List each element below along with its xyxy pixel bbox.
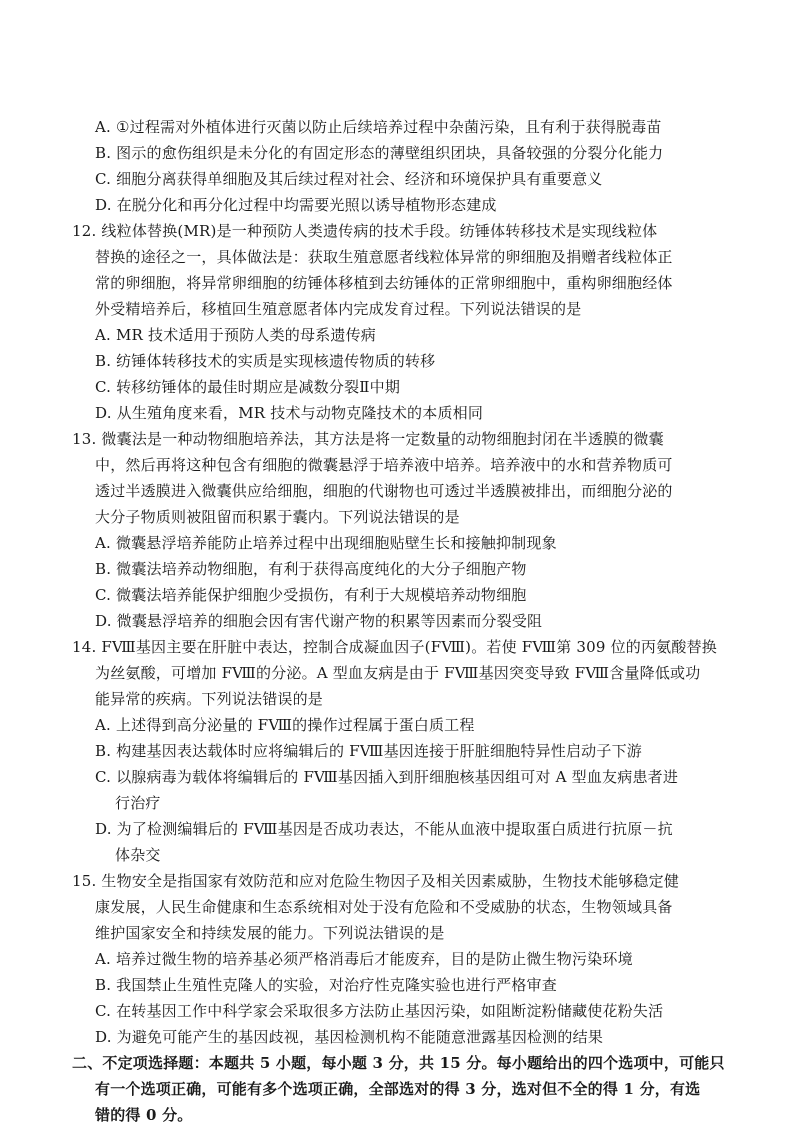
q11-option-b: B. 图示的愈伤组织是未分化的有固定形态的薄壁组织团块，具备较强的分裂分化能力 [95, 144, 664, 162]
q15-option-a: A. 培养过微生物的培养基必须严格消毒后才能废弃，目的是防止微生物污染环境 [95, 950, 633, 968]
q12-stem-line: 12. 线粒体替换(MR)是一种预防人类遗传病的技术手段。纺锤体转移技术是实现线粒体 [72, 222, 658, 240]
q14-option-d: D. 为了检测编辑后的 FⅧ基因是否成功表达，不能从血液中提取蛋白质进行抗原－抗 [95, 820, 673, 838]
q14-stem-line: 14. FⅧ基因主要在肝脏中表达，控制合成凝血因子(FⅧ)。若使 FⅧ第 309 位的丙氨酸替换 [72, 638, 717, 656]
section2-instructions: 有一个选项正确，可能有多个选项正确，全部选对的得 3 分，选对但不全的得 1 分，有选 [95, 1080, 701, 1098]
q13-stem-line: 中，然后再将这种包含有细胞的微囊悬浮于培养液中培养。培养液中的水和营养物质可 [95, 456, 673, 474]
q15-stem-line: 维护国家安全和持续发展的能力。下列说法错误的是 [95, 924, 445, 942]
q15-option-d: D. 为避免可能产生的基因歧视，基因检测机构不能随意泄露基因检测的结果 [95, 1028, 604, 1046]
q14-option-a: A. 上述得到高分泌量的 FⅧ的操作过程属于蛋白质工程 [95, 716, 475, 734]
q14-option-d-cont: 体杂交 [115, 846, 161, 864]
q14-stem-line: 为丝氨酸，可增加 FⅧ的分泌。A 型血友病是由于 FⅧ基因突变导致 FⅧ含量降低或功 [95, 664, 701, 682]
q12-stem-line: 外受精培养后，移植回生殖意愿者体内完成发育过程。下列说法错误的是 [95, 300, 582, 318]
q13-option-a: A. 微囊悬浮培养能防止培养过程中出现细胞贴壁生长和接触抑制现象 [95, 534, 557, 552]
q12-stem-line: 替换的途径之一，具体做法是：获取生殖意愿者线粒体异常的卵细胞及捐赠者线粒体正 [95, 248, 673, 266]
q12-option-c: C. 转移纺锤体的最佳时期应是减数分裂Ⅱ中期 [95, 378, 401, 396]
q15-stem-line: 康发展，人民生命健康和生态系统相对处于没有危险和不受威胁的状态，生物领域具备 [95, 898, 673, 916]
q12-option-a: A. MR 技术适用于预防人类的母系遗传病 [95, 326, 376, 344]
q12-option-d: D. 从生殖角度来看，MR 技术与动物克隆技术的本质相同 [95, 404, 484, 422]
q14-stem-line: 能异常的疾病。下列说法错误的是 [95, 690, 324, 708]
q13-option-b: B. 微囊法培养动物细胞，有利于获得高度纯化的大分子细胞产物 [95, 560, 527, 578]
q15-option-b: B. 我国禁止生殖性克隆人的实验，对治疗性克隆实验也进行严格审查 [95, 976, 557, 994]
q11-option-d: D. 在脱分化和再分化过程中均需要光照以诱导植物形态建成 [95, 196, 497, 214]
q13-stem-line: 透过半透膜进入微囊供应给细胞，细胞的代谢物也可透过半透膜被排出，而细胞分泌的 [95, 482, 673, 500]
q14-option-c: C. 以腺病毒为载体将编辑后的 FⅧ基因插入到肝细胞核基因组可对 A 型血友病患者进 [95, 768, 679, 786]
q13-option-d: D. 微囊悬浮培养的细胞会因有害代谢产物的积累等因素而分裂受阻 [95, 612, 543, 630]
q13-option-c: C. 微囊法培养能保护细胞少受损伤，有利于大规模培养动物细胞 [95, 586, 527, 604]
q15-option-c: C. 在转基因工作中科学家会采取很多方法防止基因污染，如阻断淀粉储藏使花粉失活 [95, 1002, 664, 1020]
section2-instructions: 二、不定项选择题：本题共 5 小题，每小题 3 分，共 15 分。每小题给出的四个选项中，可能只 [72, 1054, 725, 1072]
q12-option-b: B. 纺锤体转移技术的实质是实现核遗传物质的转移 [95, 352, 436, 370]
q14-option-c-cont: 行治疗 [115, 794, 161, 812]
q12-stem-line: 常的卵细胞，将异常卵细胞的纺锤体移植到去纺锤体的正常卵细胞中，重构卵细胞经体 [95, 274, 673, 292]
q11-option-a: A. ①过程需对外植体进行灭菌以防止后续培养过程中杂菌污染，且有利于获得脱毒苗 [95, 118, 662, 136]
section2-instructions: 错的得 0 分。 [95, 1106, 193, 1124]
q15-stem-line: 15. 生物安全是指国家有效防范和应对危险生物因子及相关因素威胁，生物技术能够稳定健 [72, 872, 680, 890]
q11-option-c: C. 细胞分离获得单细胞及其后续过程对社会、经济和环境保护具有重要意义 [95, 170, 603, 188]
q13-stem-line: 13. 微囊法是一种动物细胞培养法，其方法是将一定数量的动物细胞封闭在半透膜的微囊 [72, 430, 664, 448]
q14-option-b: B. 构建基因表达载体时应将编辑后的 FⅧ基因连接于肝脏细胞特异性启动子下游 [95, 742, 642, 760]
q13-stem-line: 大分子物质则被阻留而积累于囊内。下列说法错误的是 [95, 508, 460, 526]
